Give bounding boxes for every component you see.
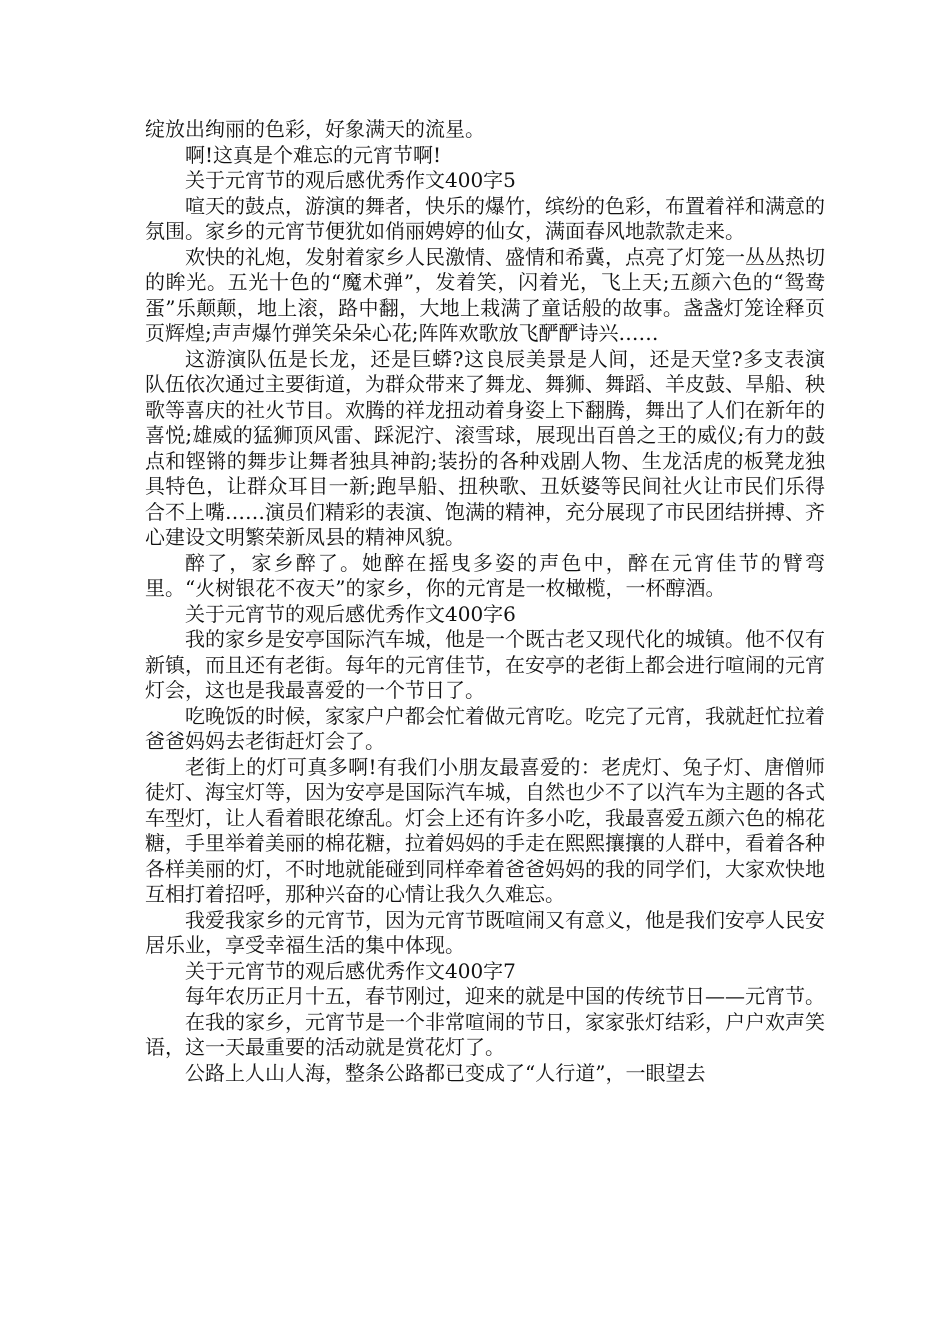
paragraph-continuation: 绽放出绚丽的色彩，好象满天的流星。 (145, 117, 485, 141)
paragraph: 我爱我家乡的元宵节，因为元宵节既喧闹又有意义，他是我们安亭人民安居乐业，享受幸福生活的集中体现。 (145, 907, 825, 957)
section-heading: 关于元宵节的观后感优秀作文400字7 (185, 958, 516, 983)
document-body (145, 117, 825, 1086)
paragraph: 这游演队伍是长龙，还是巨蟒?这良辰美景是人间，还是天堂?多支表演队伍依次通过主要街道，为群众带来了舞龙、舞狮、舞蹈、羊皮鼓、旱船、秧歌等喜庆的社火节目。欢腾的祥龙扭动着身姿上下翻腾，舞出了人们在新年的喜悦;雄威的猛狮顶风雷、踩泥泞、滚雪球，展现出百兽之王的威仪;有力的鼓点和铿锵的舞步让舞者独具神韵;装扮的各种戏剧人物、生龙活虎的板凳龙独具特色，让群众耳目一新;跑旱船、扭秧歌、丑妖婆等民间社火让市民们乐得合不上嘴……演员们精彩的表演、饱满的精神，充分展现了市民团结拼搏、齐心建设文明繁荣新凤县的精神风貌。 (145, 346, 825, 549)
paragraph: 醉了，家乡醉了。她醉在摇曳多姿的声色中，醉在元宵佳节的臂弯里。“火树银花不夜天”的家乡，你的元宵是一枚橄榄，一杯醇酒。 (145, 550, 825, 600)
paragraph: 每年农历正月十五，春节刚过，迎来的就是中国的传统节日——元宵节。 (185, 984, 825, 1008)
paragraph: 吃晚饭的时候，家家户户都会忙着做元宵吃。吃完了元宵，我就赶忙拉着爸爸妈妈去老街赶灯会了。 (145, 703, 825, 753)
section-heading: 关于元宵节的观后感优秀作文400字6 (185, 601, 516, 626)
paragraph: 我的家乡是安亭国际汽车城，他是一个既古老又现代化的城镇。他不仅有新镇，而且还有老街。每年的元宵佳节，在安亭的老街上都会进行喧闹的元宵灯会，这也是我最喜爱的一个节日了。 (145, 627, 825, 702)
paragraph: 在我的家乡，元宵节是一个非常喧闹的节日，家家张灯结彩，户户欢声笑语，这一天最重要的活动就是赏花灯了。 (145, 1009, 825, 1059)
paragraph: 公路上人山人海，整条公路都已变成了“人行道”，一眼望去 (185, 1060, 706, 1085)
paragraph: 喧天的鼓点，游演的舞者，快乐的爆竹，缤纷的色彩，布置着祥和满意的氛围。家乡的元宵节便犹如俏丽娉婷的仙女，满面春风地款款走来。 (145, 193, 825, 243)
paragraph: 老街上的灯可真多啊!有我们小朋友最喜爱的：老虎灯、兔子灯、唐僧师徒灯、海宝灯等，因为安亭是国际汽车城，自然也少不了以汽车为主题的各式车型灯，让人看着眼花缭乱。灯会上还有许多小吃，我最喜爱五颜六色的棉花糖，手里举着美丽的棉花糖，拉着妈妈的手走在熙熙攘攘的人群中，看着各种各样美丽的灯，不时地就能碰到同样牵着爸爸妈妈的我的同学们，大家欢快地互相打着招呼，那种兴奋的心情让我久久难忘。 (145, 754, 825, 906)
paragraph: 欢快的礼炮，发射着家乡人民激情、盛情和希冀，点亮了灯笼一丛丛热切的眸光。五光十色的“魔术弹”，发着笑，闪着光，飞上天;五颜六色的“鸳鸯蛋”乐颠颠，地上滚，路中翻，大地上栽满了童话般的故事。盏盏灯笼诠释页页辉煌;声声爆竹弹笑朵朵心花;阵阵欢歌放飞酽酽诗兴…… (145, 244, 825, 345)
paragraph: 啊!这真是个难忘的元宵节啊! (185, 142, 442, 167)
section-heading: 关于元宵节的观后感优秀作文400字5 (185, 168, 516, 192)
